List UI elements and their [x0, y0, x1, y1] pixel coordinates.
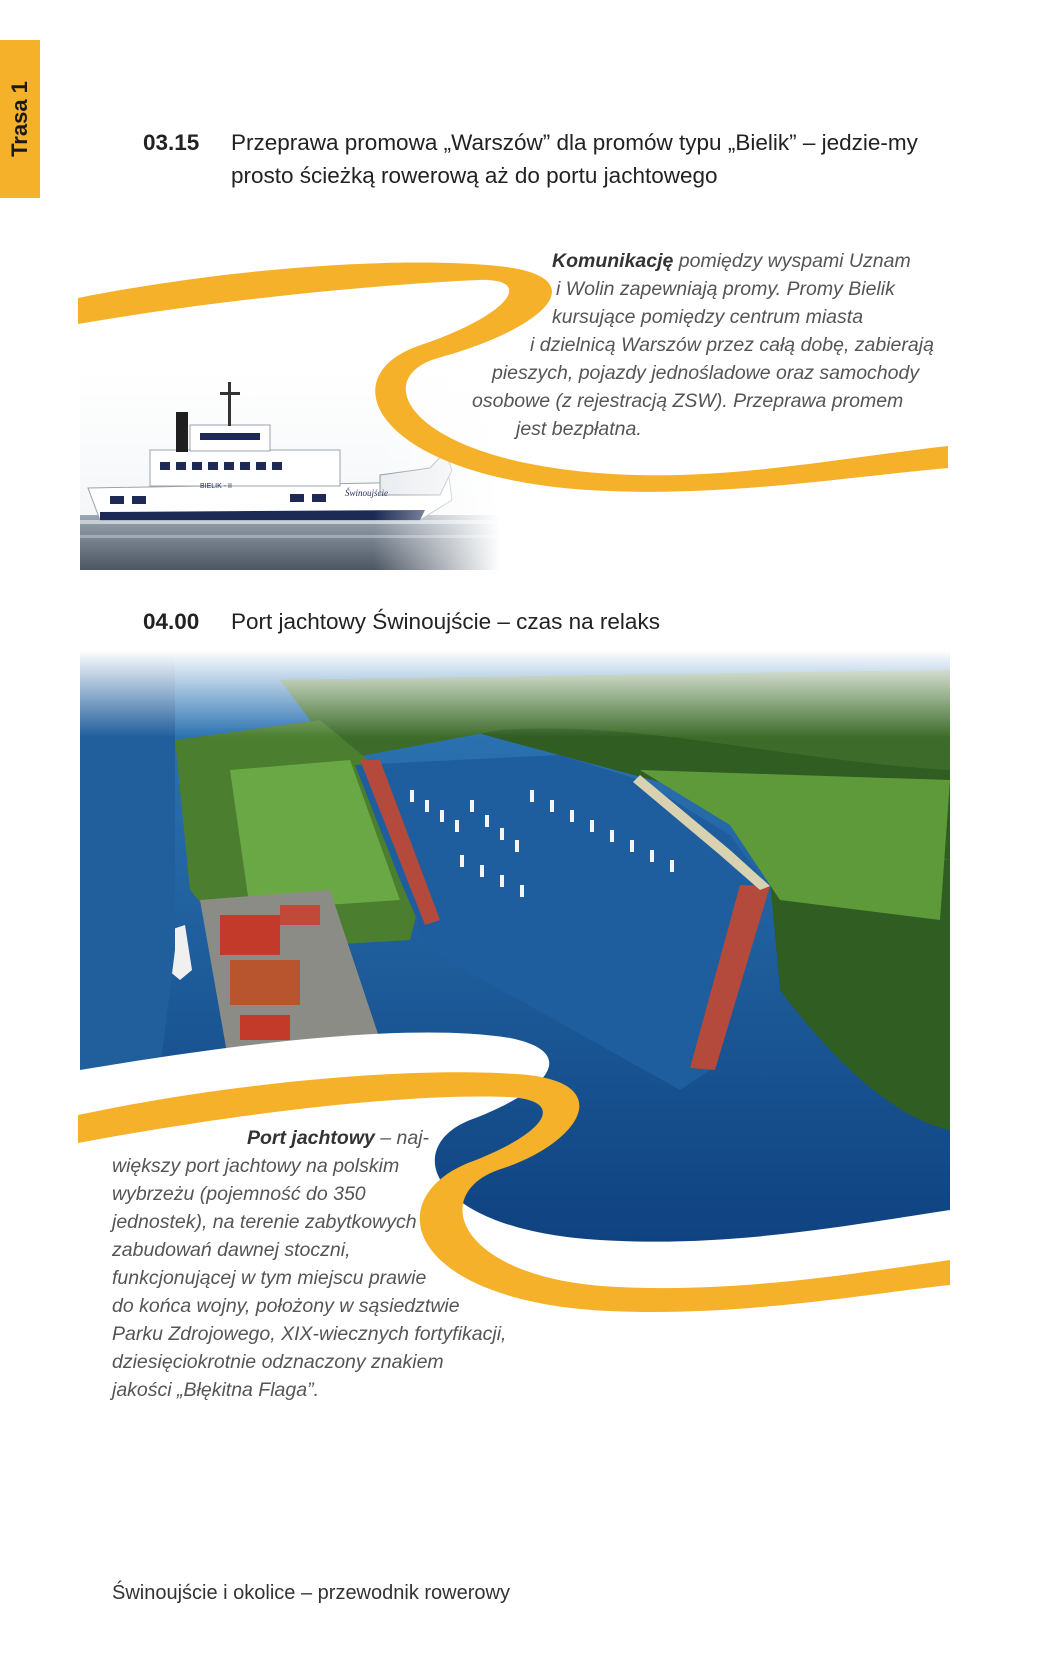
- ferry-caption-lines: [450, 247, 950, 443]
- marina-caption-line: wybrzeżu (pojemność do 350: [112, 1183, 366, 1205]
- route-tab: [0, 40, 40, 198]
- ferry-caption-line: jest bezpłatna.: [516, 418, 642, 440]
- marina-caption-line: zabudowań dawnej stoczni,: [112, 1239, 351, 1261]
- ferry-caption-line: pieszych, pojazdy jednośladowe oraz samochody: [492, 362, 920, 384]
- route-tab-label: Trasa 1: [7, 81, 32, 157]
- marina-caption: [112, 1124, 582, 1404]
- entry-time: 04.00: [143, 609, 200, 634]
- marina-caption-line: jakości „Błękitna Flaga”.: [112, 1379, 319, 1401]
- marina-caption-line: dziesięciokrotnie odznaczony znakiem: [112, 1351, 444, 1373]
- ferry-caption-line: pomiędzy wyspami Uznam: [673, 250, 911, 272]
- ferry-caption-line: osobowe (z rejestracją ZSW). Przeprawa promem: [472, 390, 904, 412]
- ferry-caption-lead: Komunikację: [552, 250, 674, 272]
- marina-caption-line: do końca wojny, położony w sąsiedztwie: [112, 1295, 460, 1317]
- entry-text: Przeprawa promowa „Warszów” dla promów typu „Bielik” – jedzie-my prosto ścieżką rowerową aż do portu jachtowego: [231, 130, 918, 188]
- marina-caption-lead: Port jachtowy: [247, 1127, 375, 1149]
- ferry-caption-line: kursujące pomiędzy centrum miasta: [552, 306, 864, 328]
- ferry-caption: [450, 247, 950, 443]
- marina-caption-line: jednostek), na terenie zabytkowych: [112, 1211, 417, 1233]
- entry-text: Port jachtowy Świnoujście – czas na relaks: [231, 609, 660, 634]
- marina-caption-line: – naj-: [374, 1127, 430, 1149]
- page-footer: Świnoujście i okolice – przewodnik rowerowy: [112, 1582, 510, 1604]
- marina-caption-line: większy port jachtowy na polskim: [112, 1155, 400, 1177]
- ferry-caption-line: i dzielnicą Warszów przez całą dobę, zabierają: [530, 334, 934, 356]
- marina-caption-line: Parku Zdrojowego, XIX-wiecznych fortyfikacji,: [112, 1323, 507, 1345]
- marina-caption-line: funkcjonującej w tym miejscu prawie: [112, 1267, 427, 1289]
- ferry-caption-line: i Wolin zapewniają promy. Promy Bielik: [556, 278, 895, 300]
- entry-time: 03.15: [143, 130, 200, 155]
